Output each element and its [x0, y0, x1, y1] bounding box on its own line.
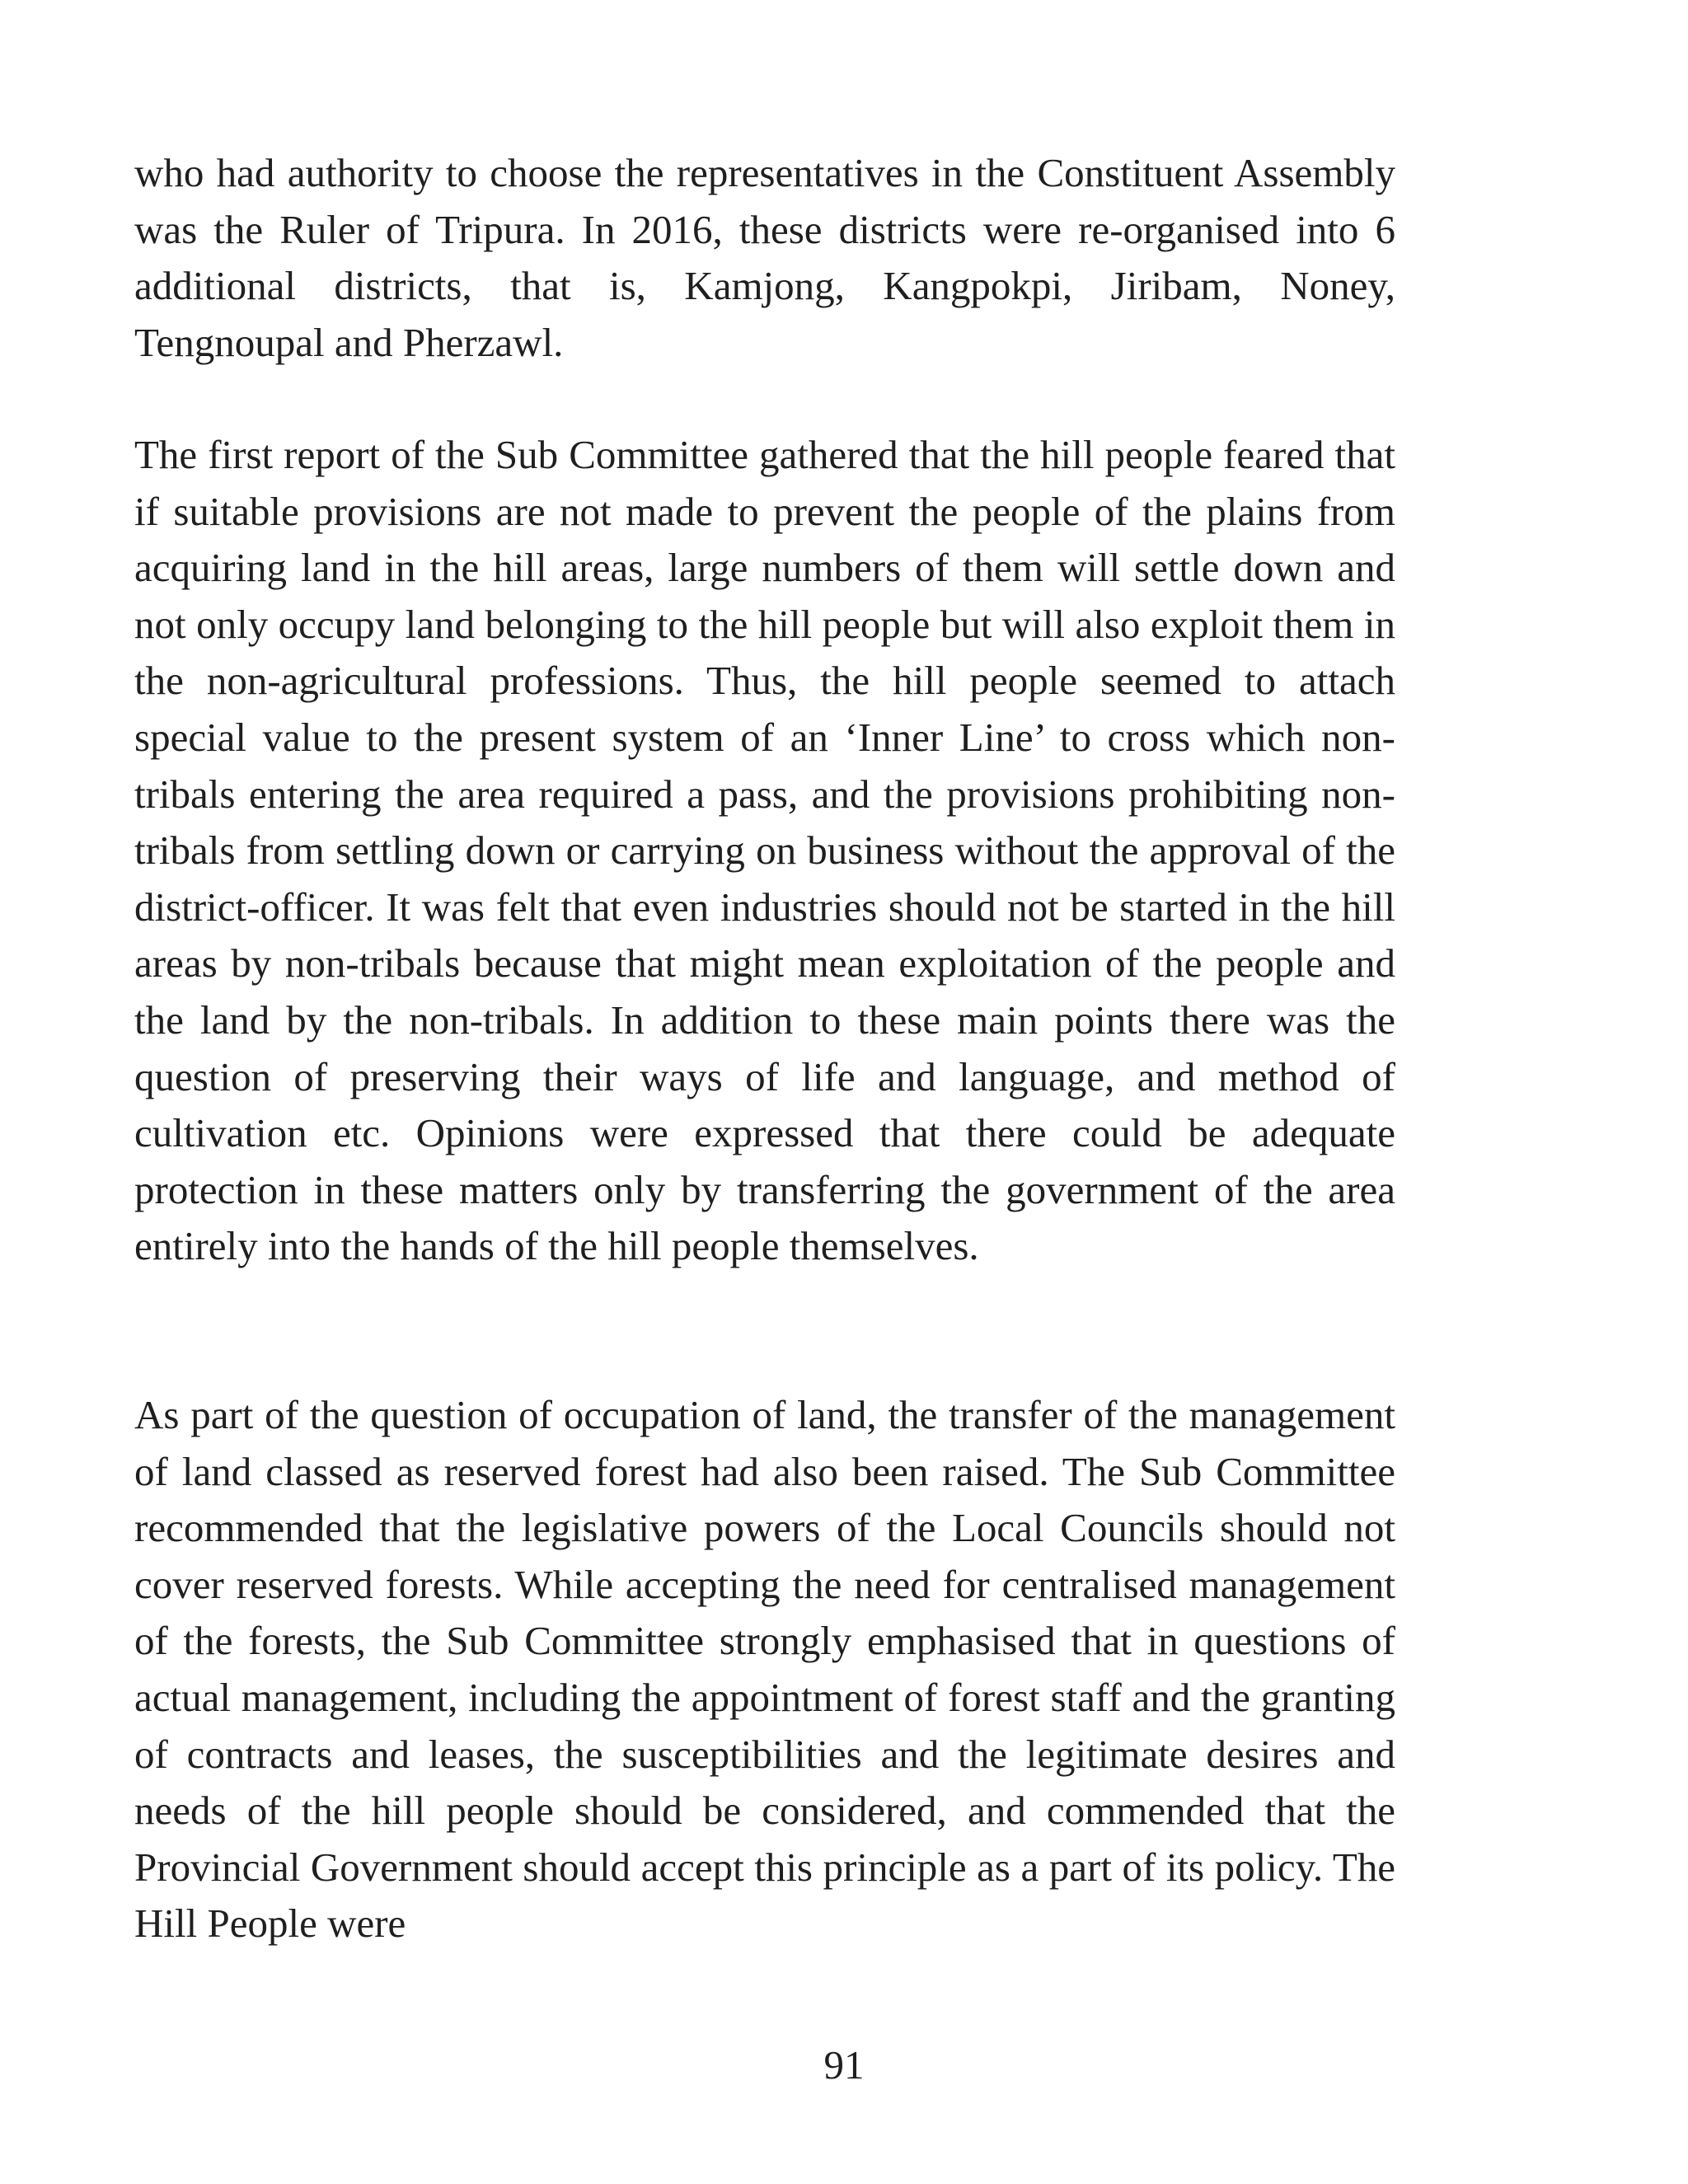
paragraph-3: As part of the question of occupation of land, the transfer of the management of land classed as reserved forest had also been raised. The Sub Committee recommended that the legislative powers of the Local Councils should not cover reserved forests. While accepting the need for centralised management of the forests, the Sub Committee strongly emphasised that in questions of actual management, including the appointment of forest staff and the granting of contracts and leases, the susceptibilities and the legitimate desires and needs of the hill people should be considered, and commended that the Provincial Government should accept this principle as a part of its policy. The Hill People were	[134, 1392, 1395, 1947]
paragraph-1: who had authority to choose the representatives in the Constituent Assembly was the Ruler of Tripura. In 2016, these districts were re-organised into 6 additional districts, that is, Kamjong, Kangpokpi, Jiribam, Noney, Tengnoupal and Pherzawl.	[134, 150, 1395, 365]
paragraph-2: The first report of the Sub Committee gathered that the hill people feared that if suitable provisions are not made to prevent the people of the plains from acquiring land in the hill areas, large numbers of them will settle down and not only occupy land belonging to the hill people but will also exploit them in the non-agricultural professions. Thus, the hill people seemed to attach special value to the present system of an ‘Inner Line’ to cross which non-tribals entering the area required a pass, and the provisions prohibiting non-tribals from settling down or carrying on business without the approval of the district-officer. It was felt that even industries should not be started in the hill areas by non-tribals because that might mean exploitation of the people and the land by the non-tribals. In addition to these main points there was the question of preserving their ways of life and language, and method of cultivation etc. Opinions were expressed that there could be adequate protection in these matters only by transferring the government of the area entirely into the hands of the hill people themselves.	[134, 432, 1395, 1269]
page-number: 91	[823, 2042, 865, 2088]
